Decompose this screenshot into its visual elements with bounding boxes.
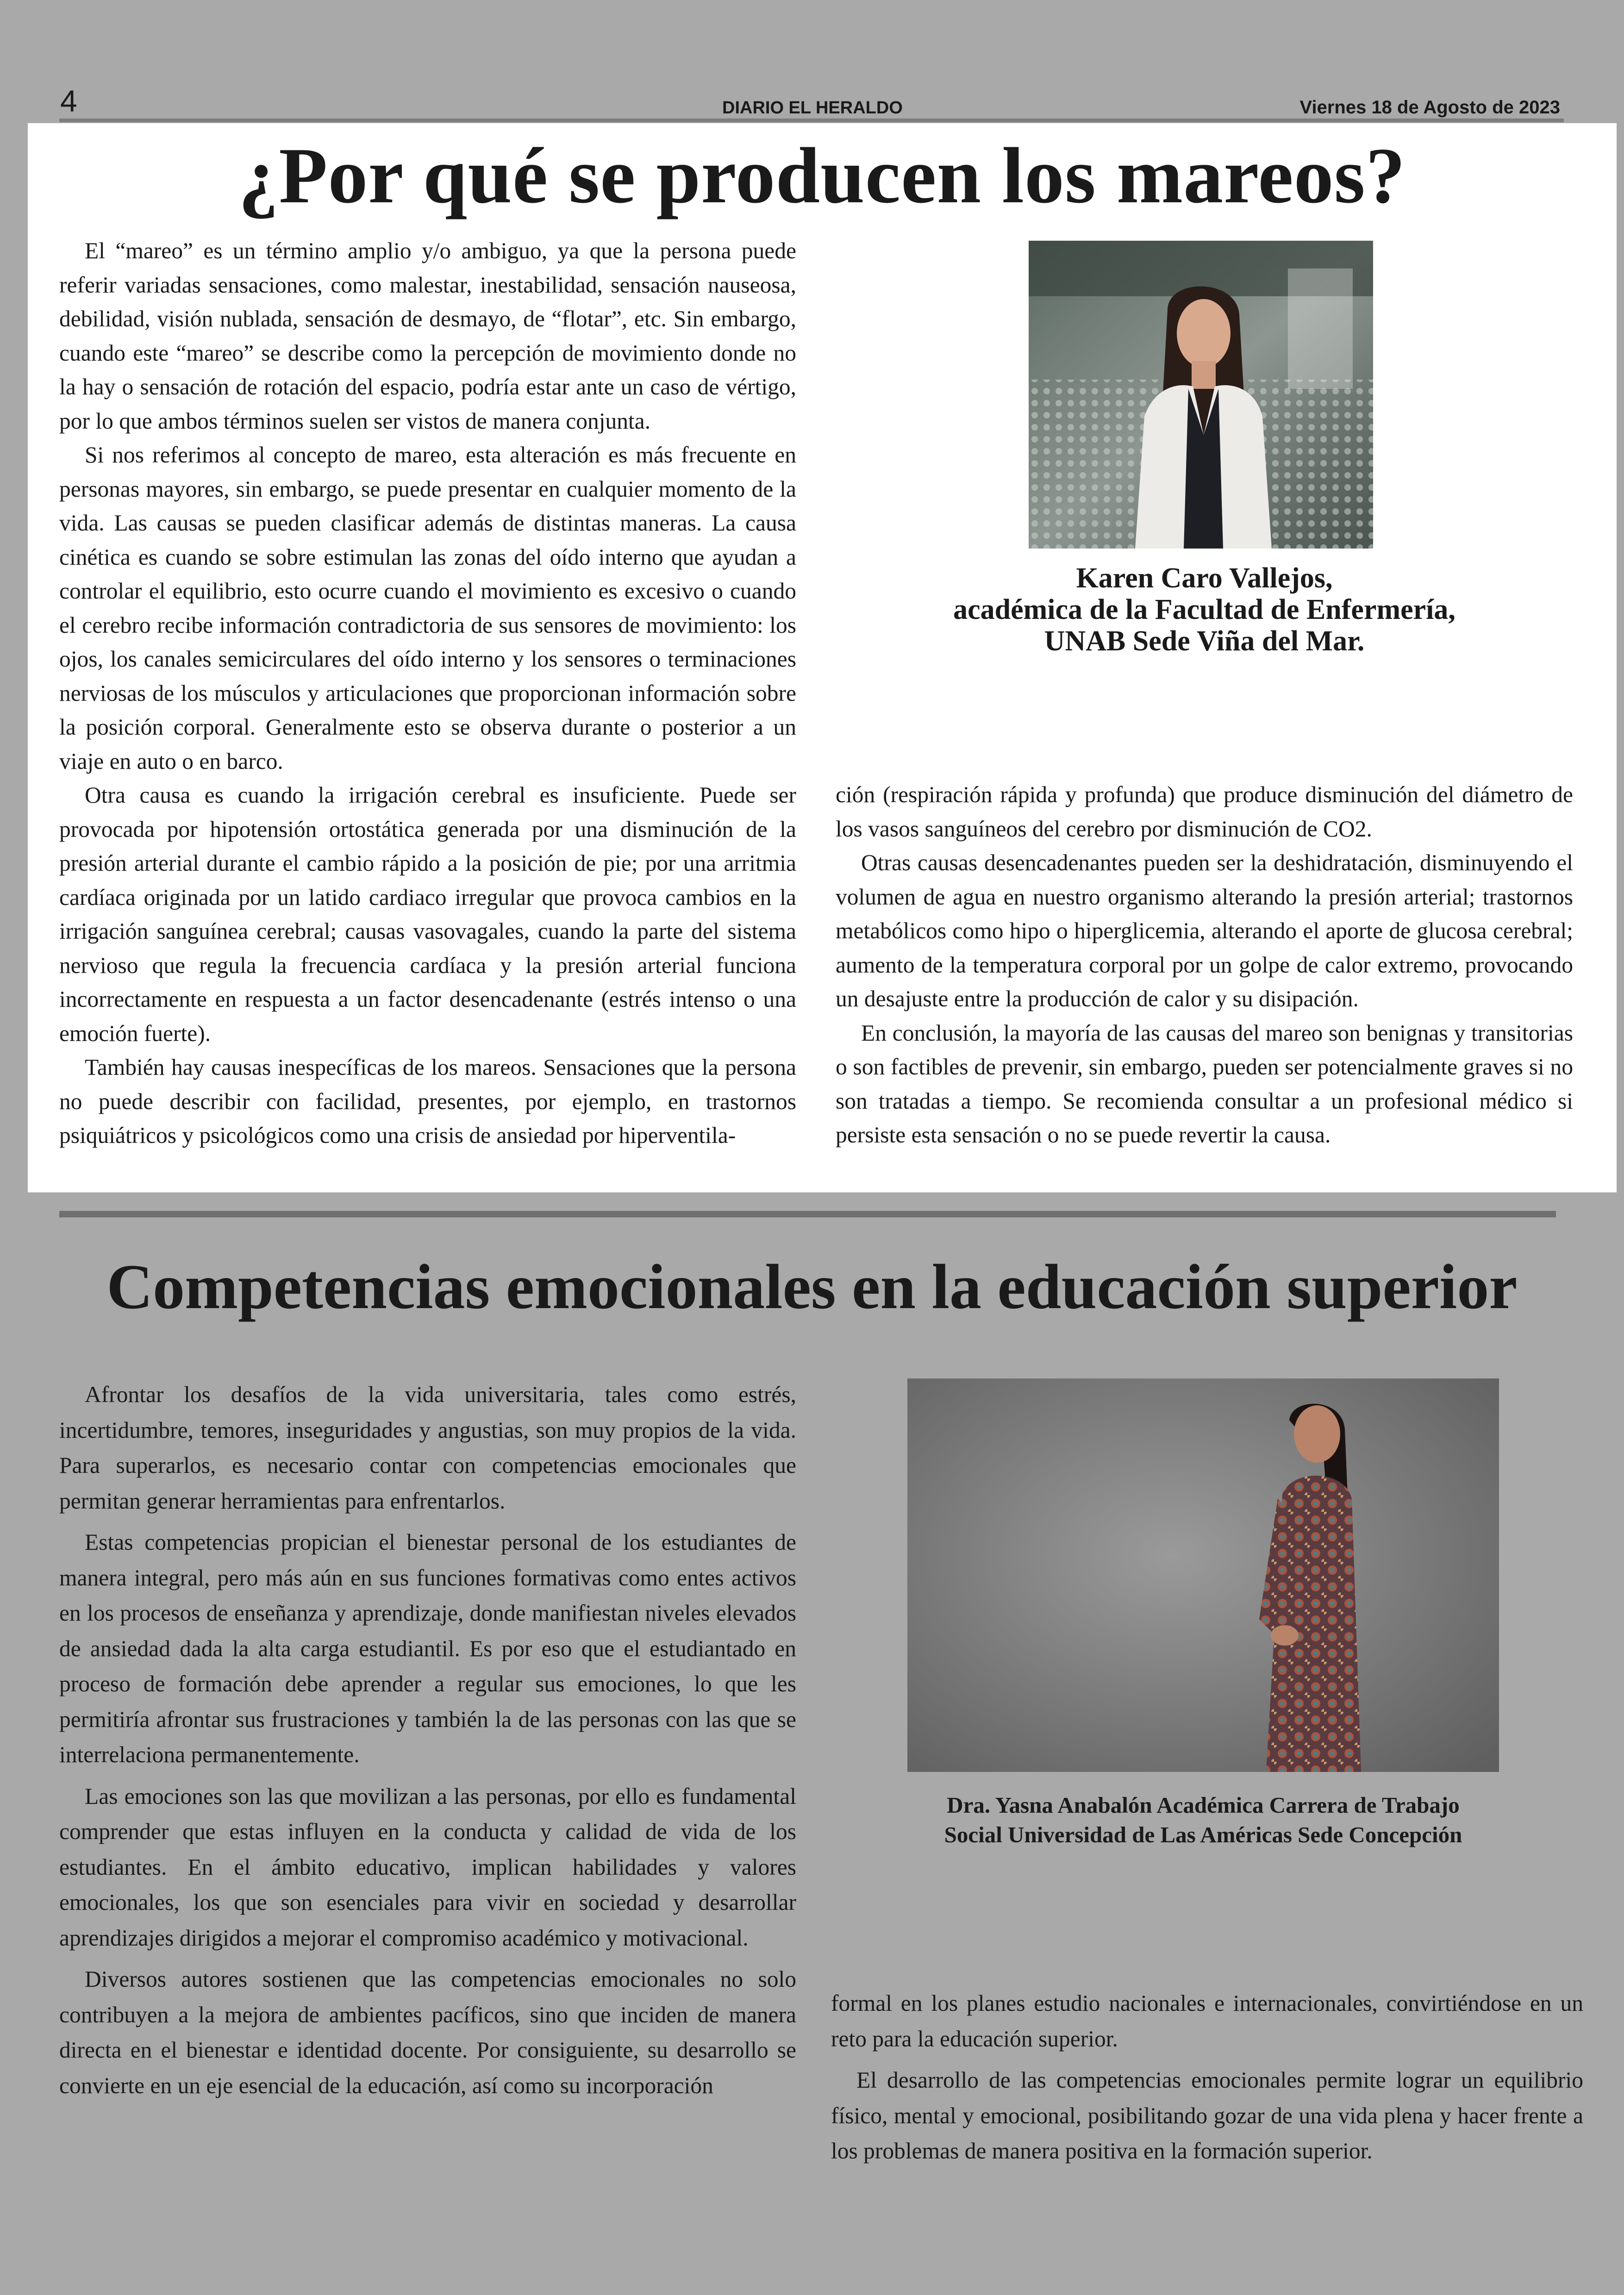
issue-date: Viernes 18 de Agosto de 2023 (1299, 97, 1560, 118)
article2-paragraph: Estas competencias propician el bienestar personal de los estudiantes de manera integral, pero más aún en sus funciones formativas como entes activos en los procesos de enseñanza y aprendizaje, donde manifiestan niveles elevados de ansiedad dada la alta carga estudiantil. Es por eso que el estudiantado en proceso de formación debe aprender a regular sus emociones, lo que les permitiría afrontar sus frustraciones y también la de las personas con las que se interrelaciona permanentemente. (59, 1529, 796, 1767)
author-photo-karen-caro (1029, 241, 1373, 549)
caption-line: Social Universidad de Las Américas Sede Concepción (944, 1822, 1462, 1847)
article2-paragraph: El desarrollo de las competencias emocionales permite lograr un equilibrio físico, mental y emocional, posibilitando gozar de una vida plena y hacer frente a los problemas de manera positiva en la formación superior. (831, 2067, 1583, 2164)
article2-title: Competencias emocionales en la educación superior (106, 1251, 1518, 1322)
article2-paragraph: formal en los planes estudio nacionales e internacionales, convirtiéndose en un reto para la educación superior. (831, 1990, 1583, 2052)
article2-paragraph: Diversos autores sostienen que las competencias emocionales no solo contribuyen a la mejora de ambientes pacíficos, sino que inciden de manera directa en el bienestar e identidad docente. Por consiguiente, su desarrollo se convierte en un eje esencial de la educación, así como su incorporación (59, 1966, 796, 2098)
caption-line: académica de la Facultad de Enfermería, (953, 594, 1455, 625)
article2-right-column (831, 1986, 1583, 2169)
article1-paragraph: En conclusión, la mayoría de las causas del mareo son benignas y transitorias o son factibles de prevenir, sin embargo, pueden ser potencialmente graves si no son tratadas a tiempo. Se recomienda consultar a un profesional médico si persiste esta sensación o no se puede revertir la causa. (836, 1020, 1573, 1148)
caption-line: Karen Caro Vallejos, (1076, 562, 1333, 594)
article2-left-column (59, 1377, 796, 2103)
article1-paragraph: También hay causas inespecíficas de los mareos. Sensaciones que la persona no puede describir con facilidad, presentes, por ejemplo, en trastornos psiquiátricos y psicológicos como una crisis de ansiedad por hiperventila- (59, 1054, 796, 1148)
header-rule (59, 118, 1564, 122)
article1-right-column (836, 778, 1573, 1152)
article1-paragraph: ción (respiración rápida y profunda) que produce disminución del diámetro de los vasos sanguíneos del cerebro por disminución de CO2. (836, 782, 1573, 842)
newspaper-name: DIARIO EL HERALDO (722, 98, 903, 118)
article2-paragraph: Las emociones son las que movilizan a las personas, por ello es fundamental comprender que estas influyen en la conducta y calidad de vida de los estudiantes. En el ámbito educativo, implican habilidades y valores emocionales, los que son esenciales para vivir en sociedad y desarrollar aprendizajes dirigidos a mejorar el compromiso académico y motivacional. (59, 1783, 796, 1951)
article1-left-column (59, 234, 796, 1153)
article1-title: ¿Por qué se producen los mareos? (238, 132, 1406, 220)
article1-paragraph: Si nos referimos al concepto de mareo, esta alteración es más frecuente en personas mayores, sin embargo, se puede presentar en cualquier momento de la vida. Las causas se pueden clasificar además de distintas maneras. La causa cinética es cuando se sobre estimulan las zonas del oído interno que ayudan a controlar el equilibrio, esto ocurre cuando el movimiento es excesivo o cuando el cerebro recibe información contradictoria de sus sensores de movimiento: los ojos, los canales semicirculares del oído interno y los sensores o terminaciones nerviosas de los músculos y articulaciones que proporcionan información sobre la posición corporal. Generalmente esto se observa durante o posterior a un viaje en auto o en barco. (59, 442, 796, 774)
caption-line: Dra. Yasna Anabalón Académica Carrera de Trabajo (947, 1792, 1460, 1818)
author-photo-yasna-anabalon (907, 1378, 1499, 1772)
article2-paragraph: Afrontar los desafíos de la vida universitaria, tales como estrés, incertidumbre, temores, inseguridades y angustias, son muy propios de la vida. Para superarlos, es necesario contar con competencias emocionales que permitan generar herramientas para enfrentarlos. (59, 1382, 796, 1514)
article1-paragraph: Otras causas desencadenantes pueden ser la deshidratación, disminuyendo el volumen de agua en nuestro organismo alterando la presión arterial; trastornos metabólicos como hipo o hiperglicemia, alterando el aporte de glucosa cerebral; aumento de la temperatura corporal por un golpe de calor extremo, provocando un desajuste entre la producción de calor y su disipación. (836, 850, 1573, 1011)
caption-line: UNAB Sede Viña del Mar. (1044, 625, 1365, 657)
author-caption-karen-caro (836, 562, 1573, 657)
section-divider (59, 1211, 1556, 1217)
author-caption-yasna-anabalon (907, 1790, 1499, 1850)
page-number: 4 (60, 84, 77, 118)
article1-paragraph: El “mareo” es un término amplio y/o ambiguo, ya que la persona puede referir variadas sensaciones, como malestar, inestabilidad, sensación nauseosa, debilidad, visión nublada, sensación de desmayo, de “flotar”, etc. Sin embargo, cuando este “mareo” se describe como la percepción de movimiento donde no la hay o sensación de rotación del espacio, podría estar ante un caso de vértigo, por lo que ambos términos suelen ser vistos de manera conjunta. (59, 238, 796, 434)
article1-paragraph: Otra causa es cuando la irrigación cerebral es insuficiente. Puede ser provocada por hipotensión ortostática generada por una disminución de la presión arterial durante el cambio rápido a la posición de pie; por una arritmia cardíaca originada por un latido cardiaco irregular que provoca cambios en la irrigación sanguínea cerebral; causas vasovagales, cuando la parte del sistema nervioso que regula la frecuencia cardíaca y la presión arterial funciona incorrectamente en respuesta a un factor desencadenante (estrés intenso o una emoción fuerte). (59, 782, 796, 1046)
